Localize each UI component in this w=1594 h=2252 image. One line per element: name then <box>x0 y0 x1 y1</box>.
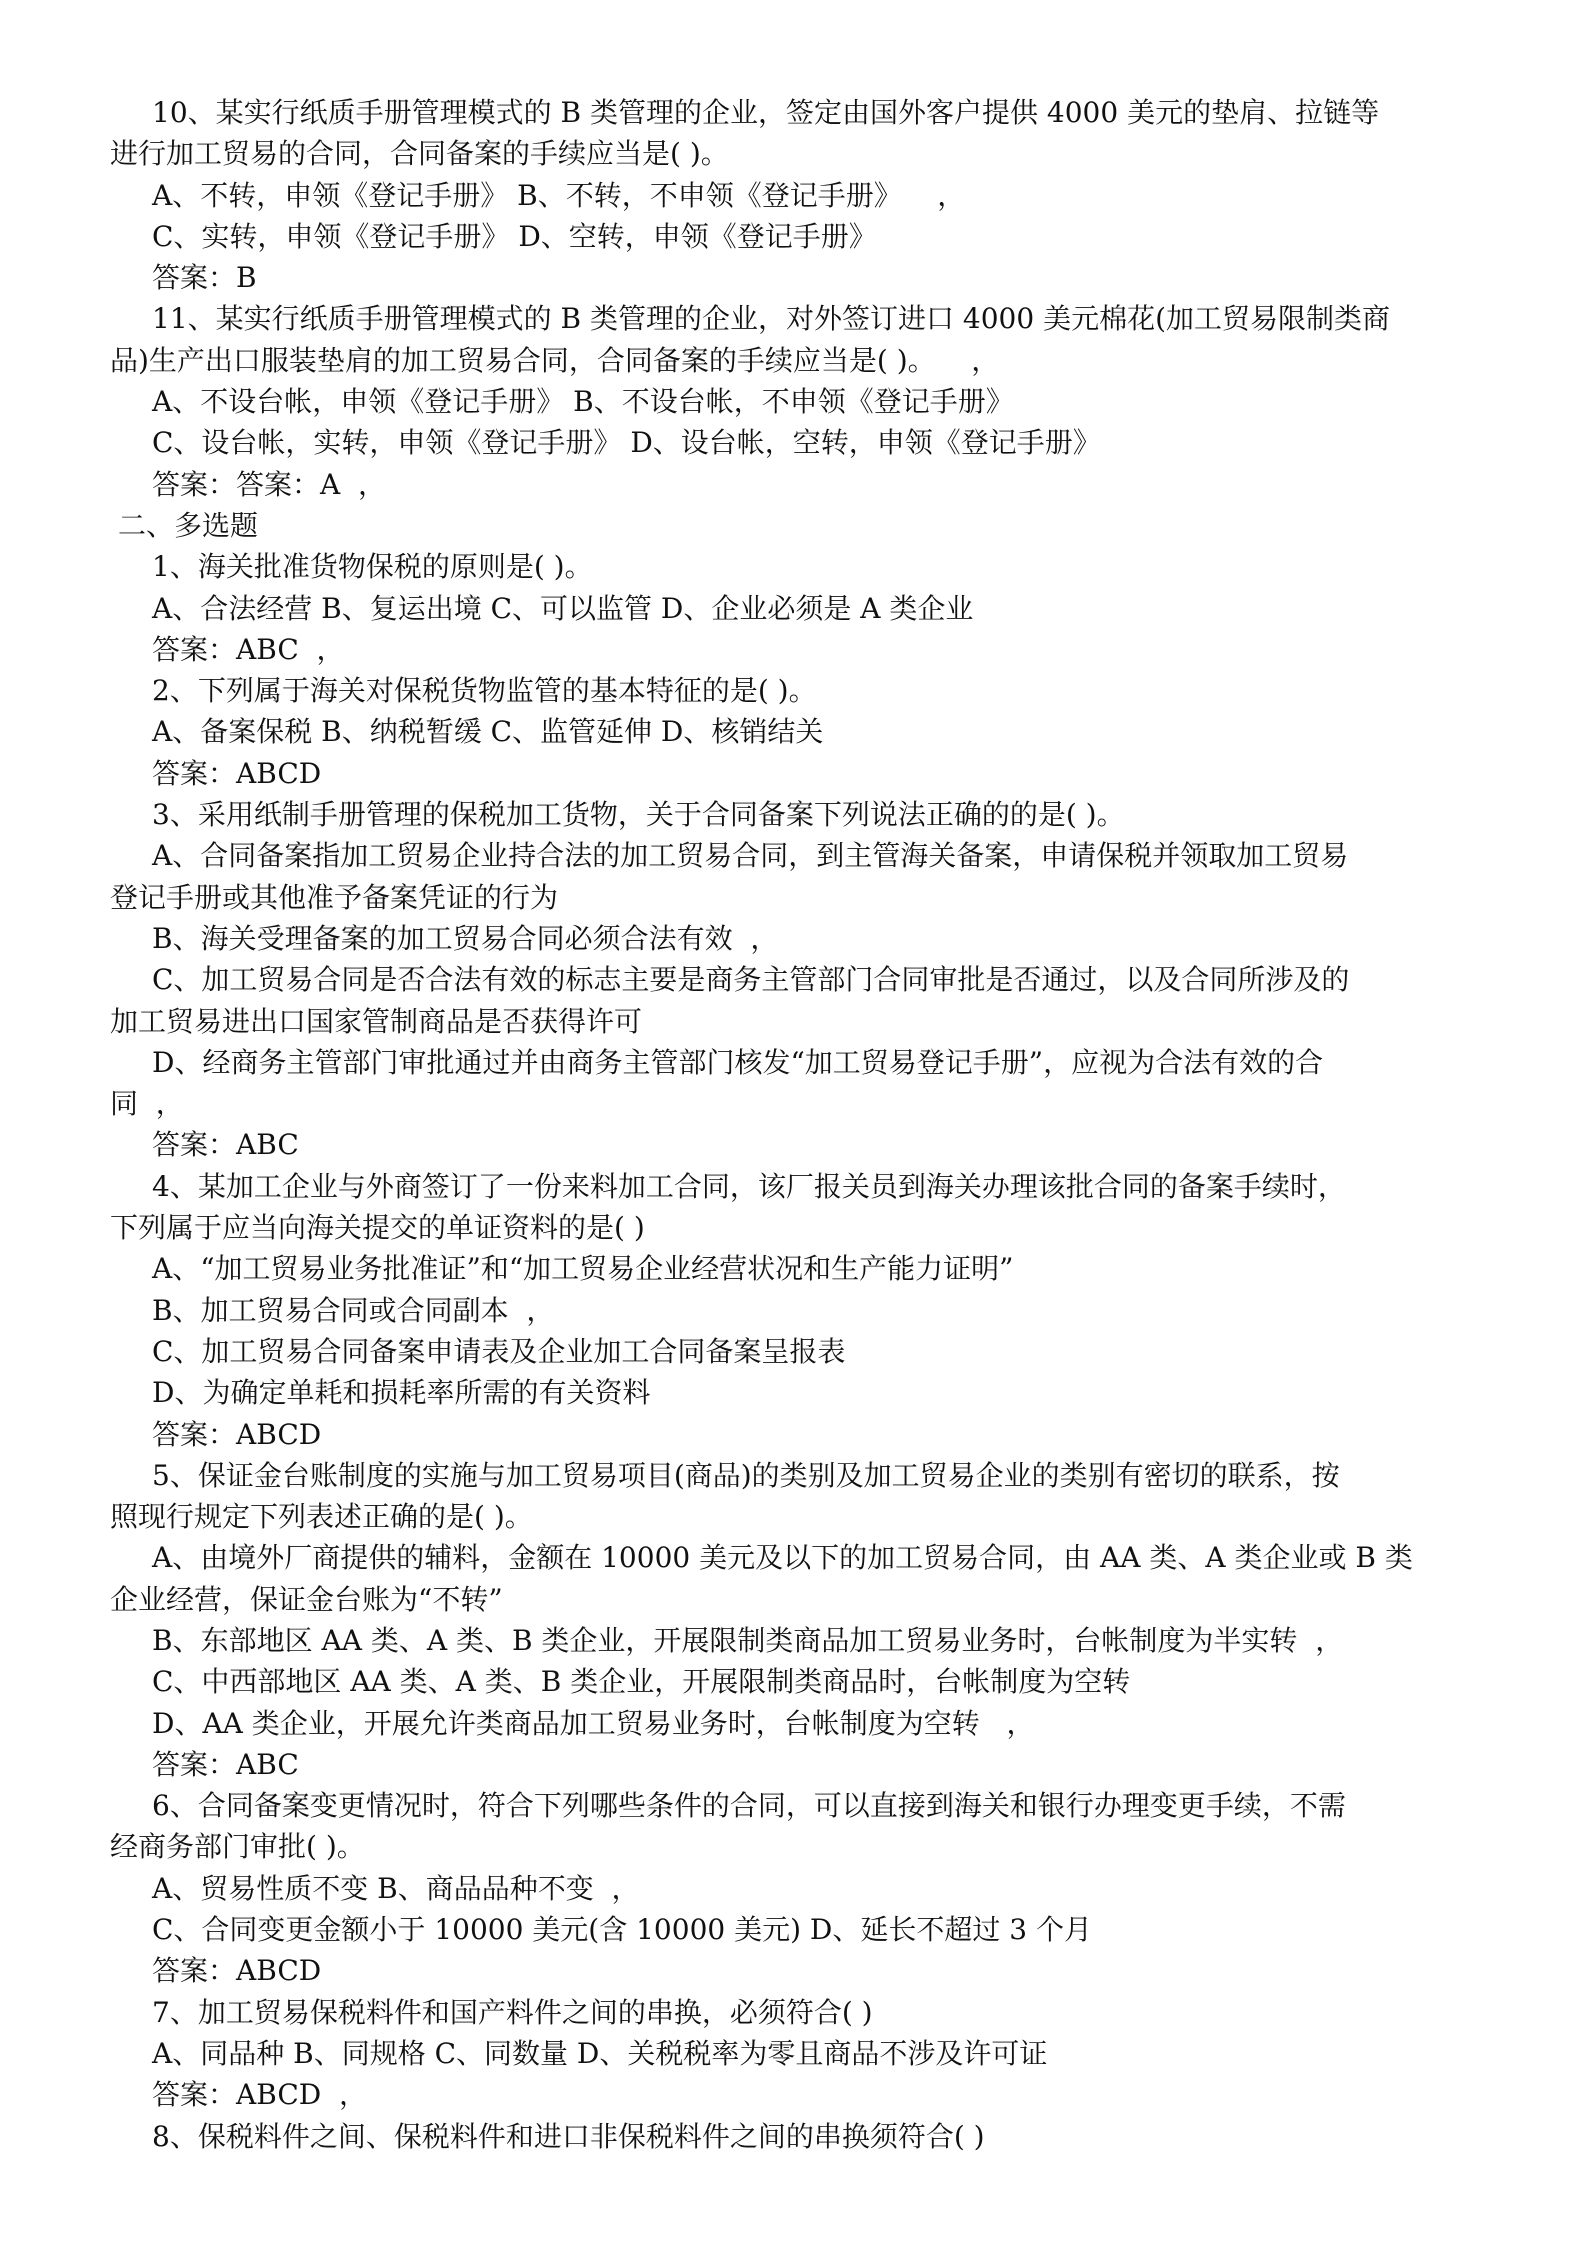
text-line: 4、某加工企业与外商签订了一份来料加工合同，该厂报关员到海关办理该批合同的备案手续时， <box>152 1169 1346 1203</box>
answer-line: 答案：B <box>152 261 257 295</box>
text-line: A、合同备案指加工贸易企业持合法的加工贸易合同，到主管海关备案，申请保税并领取加工贸易 <box>152 839 1349 873</box>
answer-line: 答案：ABCD <box>152 1954 322 1988</box>
answer-line: 答案：ABCD <box>152 1417 322 1451</box>
text-line: A、备案保税 B、纳税暂缓 C、监管延伸 D、核销结关 <box>152 715 824 749</box>
text-line: 同 ， <box>110 1087 184 1121</box>
text-line: 经商务部门审批( )。 <box>110 1830 365 1864</box>
text-line: 6、合同备案变更情况时，符合下列哪些条件的合同，可以直接到海关和银行办理变更手续，不需 <box>152 1789 1346 1823</box>
answer-line: 答案：ABC ， <box>152 632 345 666</box>
text-line: C、实转，申领《登记手册》 D、空转，申领《登记手册》 <box>152 219 877 253</box>
text-line: A、同品种 B、同规格 C、同数量 D、关税税率为零且商品不涉及许可证 <box>152 2036 1048 2070</box>
text-line: 10、某实行纸质手册管理模式的 B 类管理的企业，签定由国外客户提供 4000 美元的垫肩、拉链等 <box>152 96 1380 129</box>
text-line: A、不设台帐，申领《登记手册》 B、不设台帐，不申领《登记手册》 <box>152 385 1014 419</box>
answer-line: 答案：ABCD ， <box>152 2078 367 2112</box>
text-line: 2、下列属于海关对保税货物监管的基本特征的是( )。 <box>152 674 817 708</box>
text-line: B、东部地区 AA 类、A 类、B 类企业，开展限制类商品加工贸易业务时，台帐制度为半实转 ， <box>152 1623 1344 1657</box>
answer-line: 答案：ABC <box>152 1747 299 1781</box>
text-line: B、加工贸易合同或合同副本 ， <box>152 1293 555 1327</box>
text-line: 7、加工贸易保税料件和国产料件之间的串换，必须符合( ) <box>152 1995 873 2029</box>
text-line: 1、海关批准货物保税的原则是( )。 <box>152 550 593 584</box>
text-line: D、经商务主管部门审批通过并由商务主管部门核发“加工贸易登记手册”，应视为合法有效的合 <box>152 1045 1324 1079</box>
answer-line: 答案：答案：A ， <box>152 467 387 501</box>
text-line: 8、保税料件之间、保税料件和进口非保税料件之间的串换须符合( ) <box>152 2119 985 2153</box>
text-line: 进行加工贸易的合同，合同备案的手续应当是( )。 <box>110 137 729 171</box>
text-line: 加工贸易进出口国家管制商品是否获得许可 <box>110 1004 643 1038</box>
text-line: A、贸易性质不变 B、商品品种不变 ， <box>152 1871 640 1905</box>
text-line: 5、保证金台账制度的实施与加工贸易项目(商品)的类别及加工贸易企业的类别有密切的联系，按 <box>152 1458 1340 1492</box>
text-line: A、不转，申领《登记手册》 B、不转，不申领《登记手册》 ， <box>152 178 966 212</box>
answer-line: 答案：ABC <box>152 1128 299 1162</box>
text-line: 11、某实行纸质手册管理模式的 B 类管理的企业，对外签订进口 4000 美元棉花(加工贸易限制类商 <box>152 302 1390 336</box>
text-line: 下列属于应当向海关提交的单证资料的是( ) <box>110 1211 645 1245</box>
text-line: 登记手册或其他准予备案凭证的行为 <box>110 880 559 914</box>
text-line: B、海关受理备案的加工贸易合同必须合法有效 ， <box>152 921 779 955</box>
text-line: 3、采用纸制手册管理的保税加工货物，关于合同备案下列说法正确的的是( )。 <box>152 798 1125 832</box>
text-line: C、加工贸易合同备案申请表及企业加工合同备案呈报表 <box>152 1334 846 1368</box>
text-line: D、为确定单耗和损耗率所需的有关资料 <box>152 1376 651 1410</box>
answer-line: 答案：ABCD <box>152 756 322 790</box>
text-line: A、由境外厂商提供的辅料，金额在 10000 美元及以下的加工贸易合同，由 AA 类、A 类企业或 B 类 <box>152 1541 1413 1575</box>
text-line: A、合法经营 B、复运出境 C、可以监管 D、企业必须是 A 类企业 <box>152 591 974 625</box>
text-line: C、加工贸易合同是否合法有效的标志主要是商务主管部门合同审批是否通过，以及合同所涉及的 <box>152 963 1350 997</box>
text-line: 品)生产出口服装垫肩的加工贸易合同，合同备案的手续应当是( )。 ， <box>110 343 1000 377</box>
text-line: C、合同变更金额小于 10000 美元(含 10000 美元) D、延长不超过 3 个月 <box>152 1913 1092 1947</box>
section-heading: 二、多选题 <box>118 508 259 542</box>
text-line: 照现行规定下列表述正确的是( )。 <box>110 1500 533 1534</box>
text-line: C、中西部地区 AA 类、A 类、B 类企业，开展限制类商品时，台帐制度为空转 <box>152 1665 1131 1699</box>
text-line: C、设台帐，实转，申领《登记手册》 D、设台帐，空转，申领《登记手册》 <box>152 426 1101 460</box>
text-line: A、“加工贸易业务批准证”和“加工贸易企业经营状况和生产能力证明” <box>152 1252 1014 1286</box>
text-line: D、AA 类企业，开展允许类商品加工贸易业务时，台帐制度为空转 ， <box>152 1706 1035 1740</box>
text-line: 企业经营，保证金台账为“不转” <box>110 1582 503 1616</box>
